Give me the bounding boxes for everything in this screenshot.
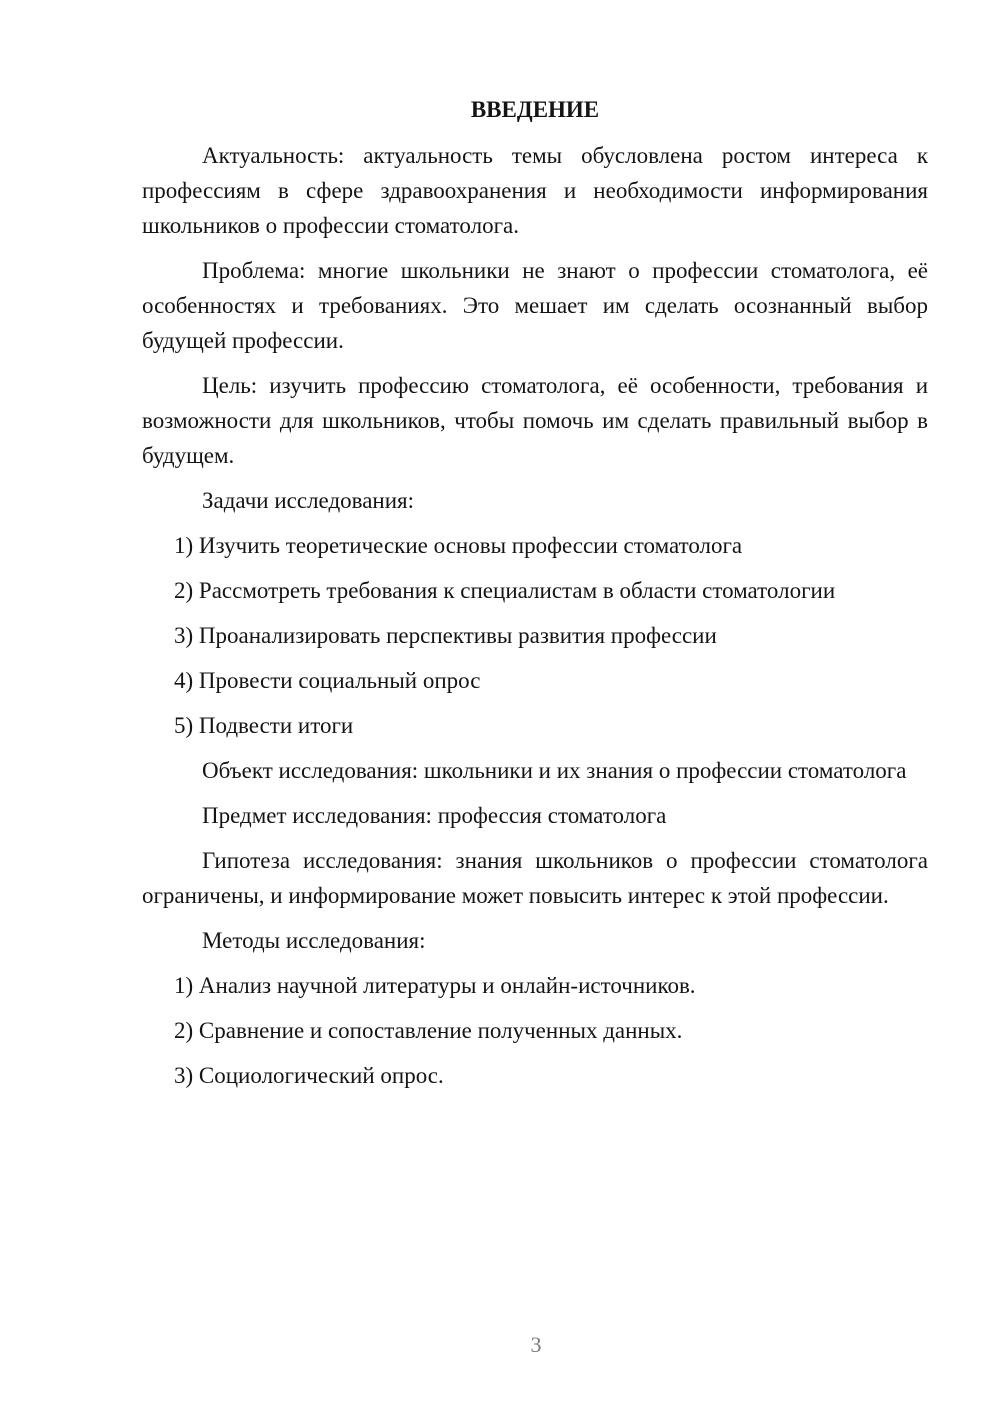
task-item: 3) Проанализировать перспективы развития профессии (174, 623, 717, 648)
task-item: 5) Подвести итоги (174, 713, 354, 738)
problem-paragraph: Проблема: многие школьники не знают о профессии стоматолога, её особенностях и требованиях. Это мешает им сделать осознанный выбор будущей профессии. (142, 258, 928, 353)
goal-paragraph: Цель: изучить профессию стоматолога, её особенности, требования и возможности для школьников, чтобы помочь им сделать правильный выбор в будущем. (142, 373, 928, 468)
method-item: 3) Социологический опрос. (174, 1063, 444, 1088)
hypothesis-paragraph: Гипотеза исследования: знания школьников о профессии стоматолога ограничены, и информирование может повысить интерес к этой профессии. (142, 848, 928, 908)
task-item: 4) Провести социальный опрос (174, 668, 481, 693)
tasks-heading: Задачи исследования: (202, 488, 415, 513)
method-item: 2) Сравнение и сопоставление полученных данных. (174, 1018, 683, 1043)
document-page (142, 92, 928, 1103)
task-item: 2) Рассмотреть требования к специалистам в области стоматологии (174, 578, 836, 603)
relevance-paragraph: Актуальность: актуальность темы обусловлена ростом интереса к профессиям в сфере здравоохранения и необходимости информирования школьников о профессии стоматолога. (142, 143, 928, 238)
task-item: 1) Изучить теоретические основы профессии стоматолога (174, 533, 743, 558)
method-item: 1) Анализ научной литературы и онлайн-источников. (174, 973, 696, 998)
section-title: ВВЕДЕНИЕ (470, 97, 600, 122)
subject-line: Предмет исследования: профессия стоматолога (202, 803, 667, 828)
methods-heading: Методы исследования: (202, 928, 426, 953)
object-paragraph: Объект исследования: школьники и их знания о профессии стоматолога (202, 758, 907, 783)
page-number: 3 (530, 1332, 542, 1357)
